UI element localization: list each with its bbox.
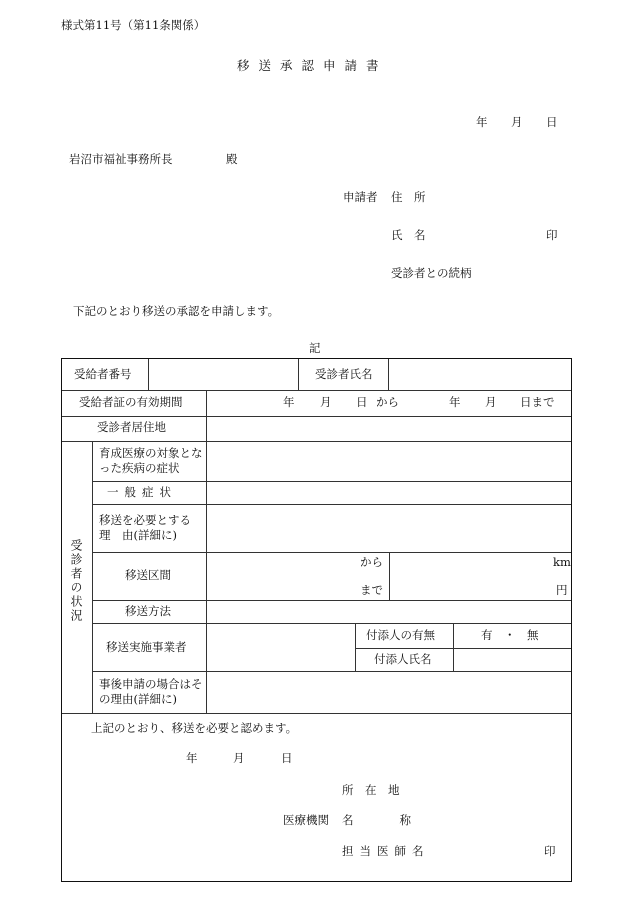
approval-statement: 上記のとおり、移送を必要と認めます。 [91, 721, 298, 735]
validity-day-2: 日まで [520, 395, 555, 409]
addressee: 岩沼市福祉事務所長 [69, 152, 173, 166]
date-month: 月 [511, 115, 523, 129]
reason-label: 移送を必要とする理 由(詳細に) [99, 513, 191, 542]
disease-label: 育成医療の対象となった疾病の症状 [99, 446, 203, 475]
doctor-seal: 印 [544, 844, 556, 858]
patient-status-label: 受診者の状況 [69, 539, 83, 623]
document-title: 移送承認申請書 [237, 58, 388, 73]
operator-label: 移送実施事業者 [106, 640, 187, 654]
section-from: から [360, 555, 383, 569]
attendant-value: 有 ・ 無 [481, 628, 539, 642]
ki-label: 記 [309, 341, 321, 355]
applicant-name-label: 氏 名 [391, 228, 426, 242]
residence-label: 受診者居住地 [97, 420, 166, 434]
validity-month-2: 月 [485, 395, 497, 409]
applicant-label: 申請者 [343, 190, 378, 204]
method-label: 移送方法 [125, 604, 171, 618]
validity-year-1: 年 [283, 395, 295, 409]
validity-label: 受給者証の有効期間 [79, 395, 183, 409]
distance-unit: km [553, 555, 571, 569]
approval-month: 月 [233, 751, 245, 765]
validity-day-1: 日 [356, 395, 368, 409]
section-to: まで [360, 583, 383, 597]
general-symptoms-label: 一般症状 [107, 485, 177, 499]
applicant-relation-label: 受診者との続柄 [391, 266, 472, 280]
applicant-address-label: 住 所 [391, 190, 426, 204]
institution-name-label: 名 称 [342, 813, 411, 827]
validity-month-1: 月 [320, 395, 332, 409]
section-label: 移送区間 [125, 568, 171, 582]
date-year: 年 [476, 115, 488, 129]
institution-label: 医療機関 [283, 813, 329, 827]
validity-from: から [376, 395, 399, 409]
validity-year-2: 年 [449, 395, 461, 409]
honorific: 殿 [226, 152, 238, 166]
cost-unit: 円 [556, 583, 568, 597]
applicant-seal: 印 [546, 228, 558, 242]
afterward-label: 事後申請の場合はその理由(詳細に) [99, 677, 203, 706]
approval-year: 年 [186, 751, 198, 765]
request-statement: 下記のとおり移送の承認を申請します。 [73, 304, 280, 318]
patient-name-label: 受診者氏名 [315, 367, 373, 381]
form-number: 様式第11号（第11条関係） [61, 18, 206, 32]
application-table [61, 358, 572, 882]
doctor-label: 担当医師名 [342, 844, 430, 858]
attendant-name-label: 付添人氏名 [374, 652, 432, 666]
attendant-label: 付添人の有無 [366, 628, 435, 642]
date-day: 日 [546, 115, 558, 129]
approval-day: 日 [281, 751, 293, 765]
location-label: 所 在 地 [342, 783, 400, 797]
recipient-no-label: 受給者番号 [74, 367, 132, 381]
